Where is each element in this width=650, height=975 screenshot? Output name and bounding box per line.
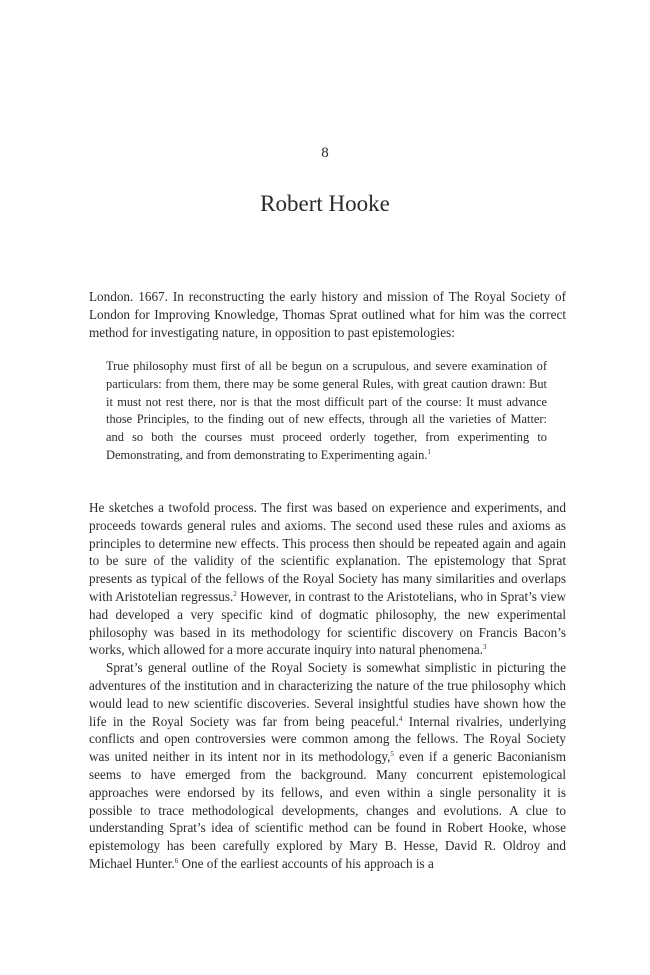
paragraph-1-part-2: However, in contrast to the Aristotelians, who in Sprat’s view had developed a very specific kind of dogmatic philosophy, the new experimental philosophy was based in its methodology for scientific discovery on Francis Bacon’s works, which allowed for a more accurate inquiry into natural phenomena.: [89, 588, 566, 658]
body-paragraph-2: [89, 659, 566, 873]
footnote-ref-2[interactable]: 2: [233, 589, 237, 598]
footnote-ref-1[interactable]: 1: [427, 447, 431, 456]
footnote-ref-5[interactable]: 5: [390, 750, 394, 759]
intro-paragraph: [89, 288, 566, 341]
paragraph-2-part-4: One of the earliest accounts of his approach is a: [178, 855, 434, 871]
main-text: [89, 499, 566, 873]
chapter-title: Robert Hooke: [260, 191, 390, 216]
paragraph-1-part-1: He sketches a twofold process. The first was based on experience and experiments, and proceeds towards general rules and axioms. The second used these rules and axioms as principles to determine new effects. This process then should be repeated again and again to be sure of the validity of the scientific explanation. The epistemology that Sprat presents as typical of the fellows of the Royal Society has many similarities and overlaps with Aristotelian regressus.: [89, 500, 566, 604]
footnote-ref-3[interactable]: 3: [483, 643, 487, 652]
paragraph-2-part-2: Internal rivalries, underlying conflicts and open controversies were common among the fellows. The Royal Society was united neither in its intent nor in its methodology,: [89, 713, 566, 765]
block-quote: [106, 358, 547, 465]
footnote-ref-4[interactable]: 4: [398, 714, 403, 723]
intro-text: London. 1667. In reconstructing the early history and mission of The Royal Society of London for Improving Knowledge, Thomas Sprat outlined what for him was the correct method for investigating nature, in opposition to past epistemologies:: [89, 289, 566, 340]
body-paragraph-1: [89, 499, 566, 659]
footnote-ref-6[interactable]: 6: [174, 856, 179, 865]
quote-text: True philosophy must first of all be begun on a scrupulous, and severe examination of particulars: from them, there may be some general Rules, with great caution drawn: But it must not rest there, nor is that the most difficult part of the course: It must advance those Principles, to the finding out of new effects, through all the varieties of Matter: and so both the courses must proceed orderly together, from experimenting to Demonstrating, and from demonstrating to Experimenting again.: [106, 359, 547, 462]
paragraph-2-part-3: even if a generic Baconianism seems to have emerged from the background. Many concurrent epistemological approaches were endorsed by its fellows, and even within a single personality it is possible to trace methodological developments, changes and evolutions. A clue to understanding Sprat’s idea of scientific method can be found in Robert Hooke, whose epistemology has been carefully explored by Mary B. Hesse, David R. Oldroy and Michael Hunter.: [89, 749, 566, 871]
paragraph-2-part-1: Sprat’s general outline of the Royal Society is somewhat simplistic in picturing the adventures of the institution and in characterizing the nature of the true philosophy which would lead to new scientific discoveries. Several insightful studies have shown how the life in the Royal Society was far from being peaceful.: [89, 660, 566, 729]
chapter-number: 8: [321, 145, 329, 161]
